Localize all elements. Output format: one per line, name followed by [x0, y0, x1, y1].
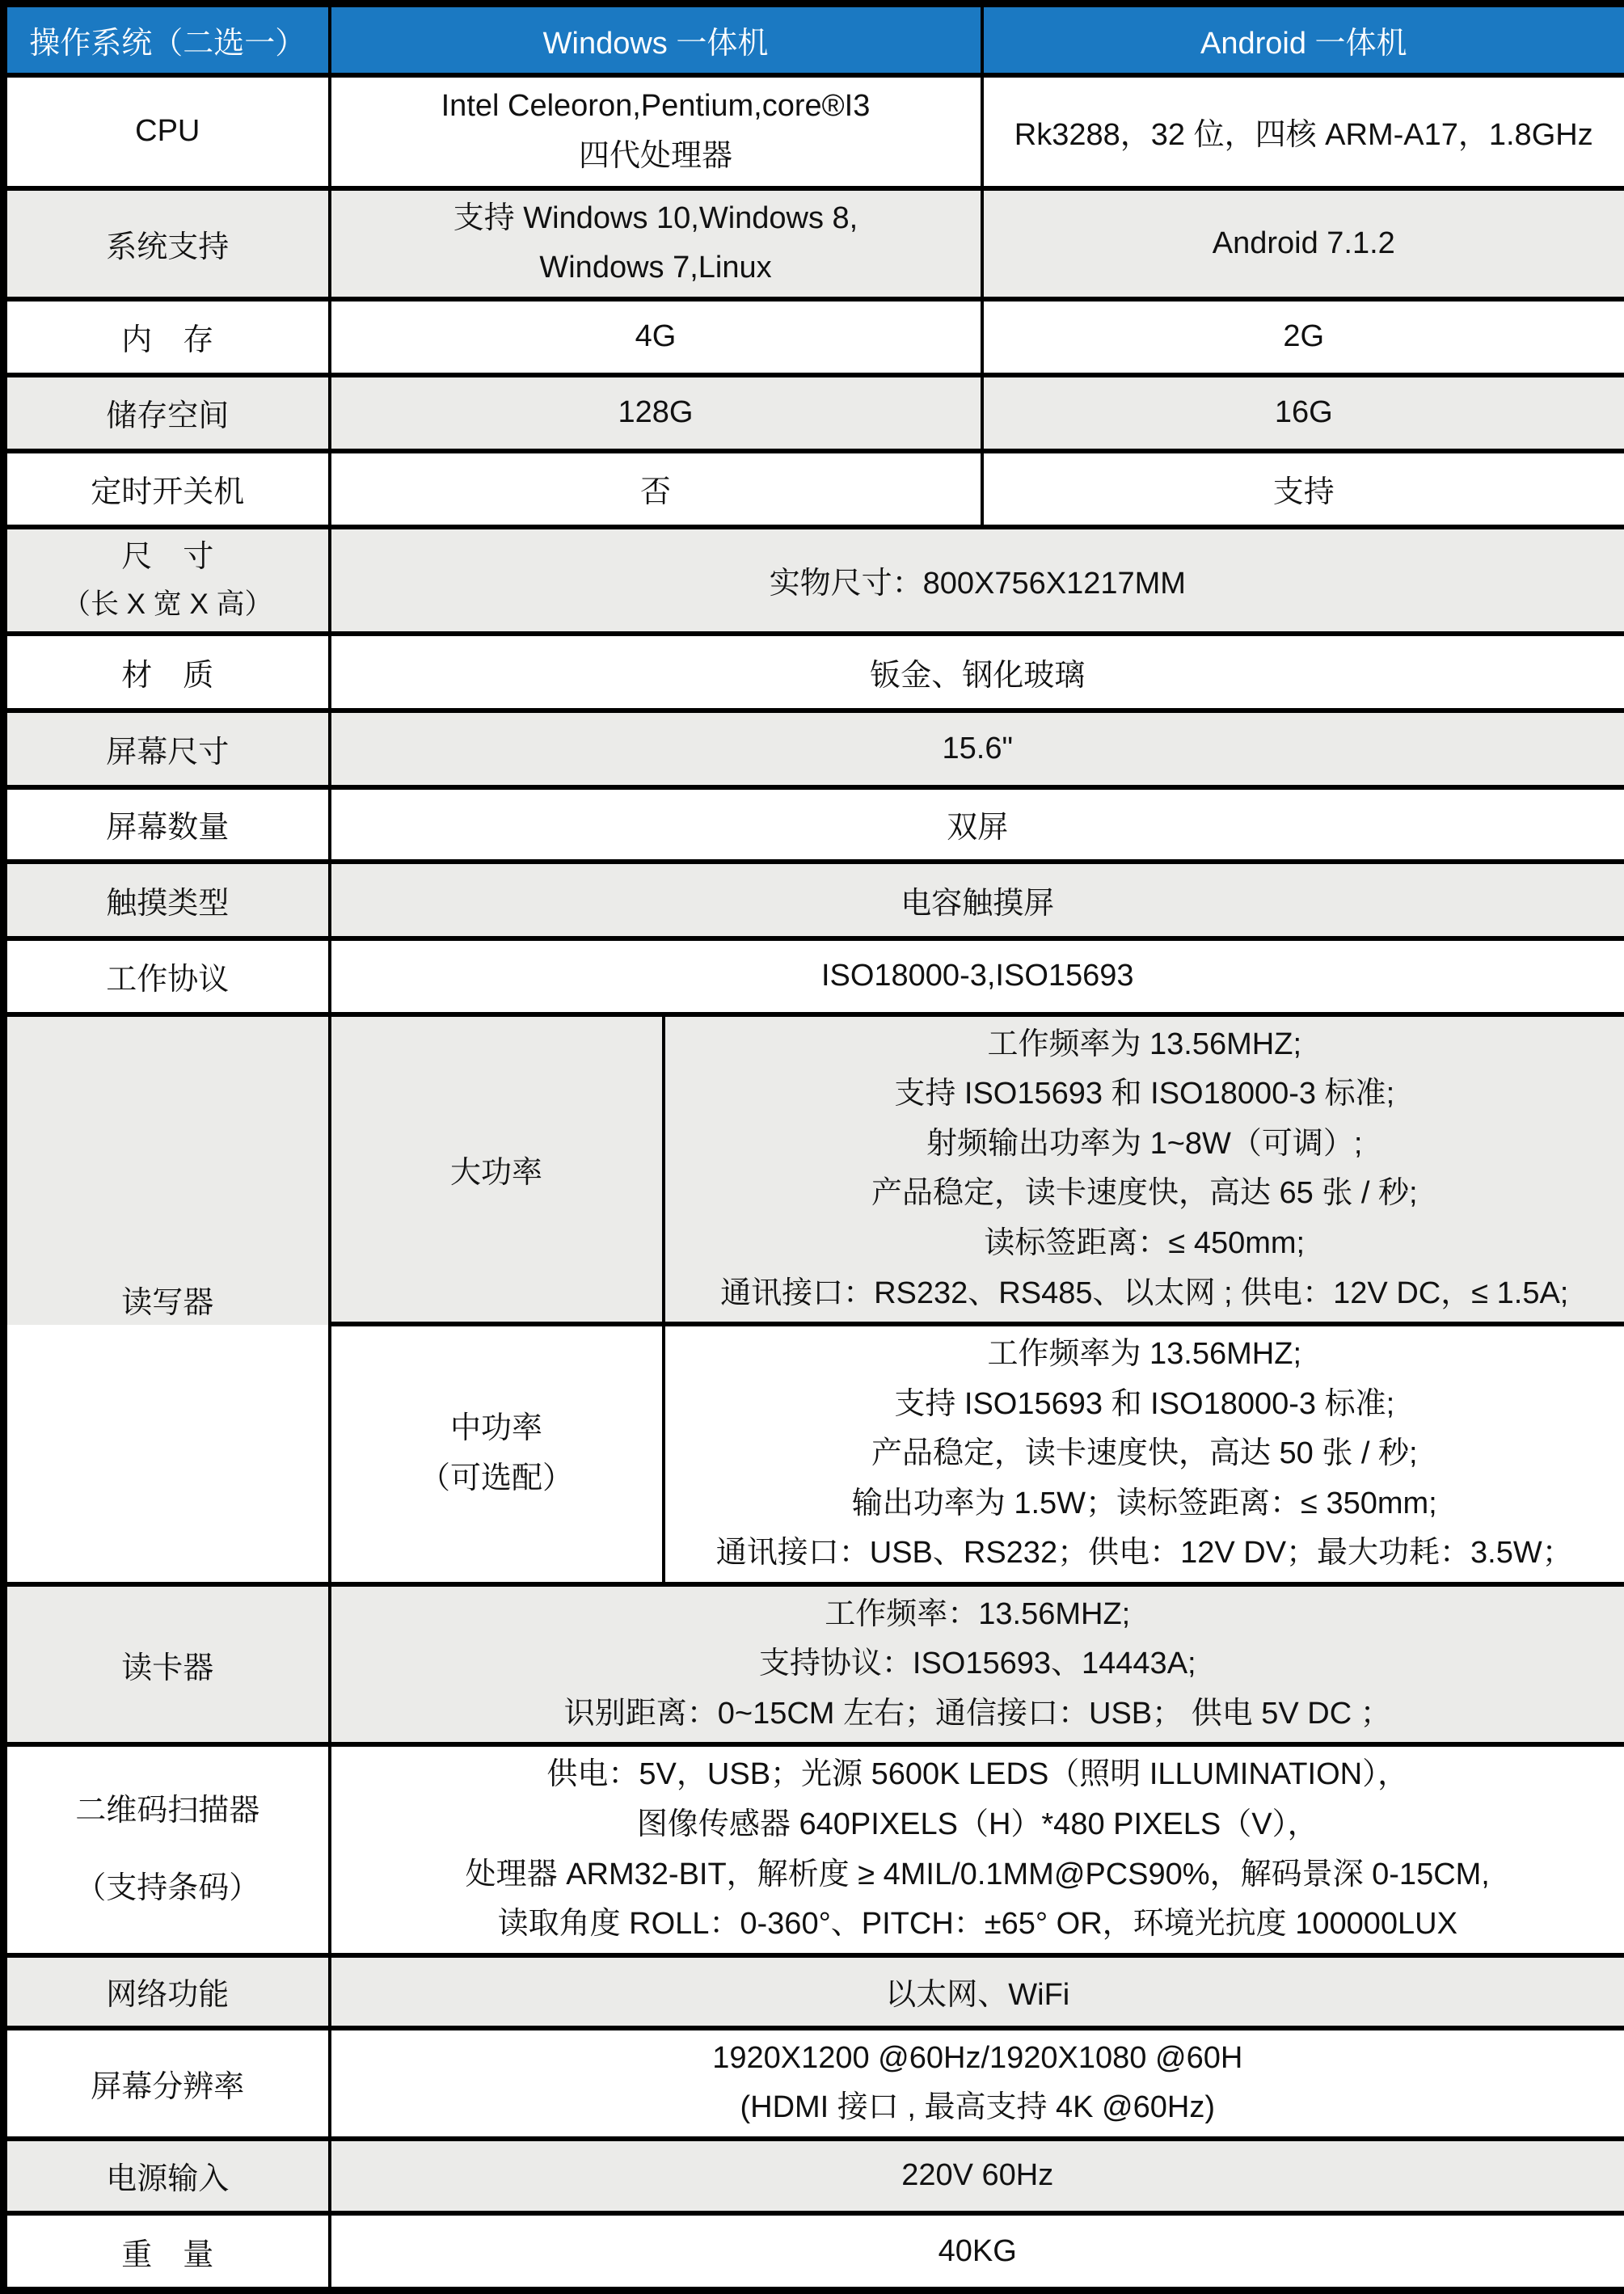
cell-reader-high-label: 大功率: [330, 1014, 664, 1324]
row-qr-scanner-label: 二维码扫描器 （支持条码）: [4, 1744, 330, 1955]
cell-storage-android: 16G: [982, 375, 1624, 451]
cell-dimensions-value: 实物尺寸：800X756X1217MM: [330, 527, 1624, 634]
cell-memory-android: 2G: [982, 299, 1624, 375]
cell-screen-size-value: 15.6": [330, 711, 1624, 787]
cell-reader-mid-specs: 工作频率为 13.56MHZ; 支持 ISO15693 和 ISO18000-3 标准; 产品稳定，读卡速度快，高达 50 张 / 秒; 输出功率为 1.5W；读标签距离：≤ 350mm; 通讯接口：USB、RS232；供电：12V DV；最大功耗：3.5W；: [664, 1324, 1624, 1584]
cell-cpu-android: Rk3288，32 位，四核 ARM-A17，1.8GHz: [982, 75, 1624, 188]
row-cpu: [4, 75, 1624, 188]
row-network-label: 网络功能: [4, 1955, 330, 2028]
row-memory: [4, 299, 1624, 375]
row-card-reader: [4, 1584, 1624, 1745]
row-resolution-label: 屏幕分辨率: [4, 2028, 330, 2139]
row-storage-label: 储存空间: [4, 375, 330, 451]
table-header-row: [4, 4, 1624, 75]
cell-screen-count-value: 双屏: [330, 787, 1624, 862]
row-dimensions: [4, 527, 1624, 634]
cell-power-input-value: 220V 60Hz: [330, 2139, 1624, 2213]
cell-scheduled-power-android: 支持: [982, 451, 1624, 527]
row-screen-count-label: 屏幕数量: [4, 787, 330, 862]
row-dimensions-label: 尺 寸 （长 X 宽 X 高）: [4, 527, 330, 634]
row-reader-label: 读写器: [4, 1014, 330, 1584]
row-screen-size: [4, 711, 1624, 787]
row-cpu-label: CPU: [4, 75, 330, 188]
row-screen-count: [4, 787, 1624, 862]
row-memory-label: 内 存: [4, 299, 330, 375]
cell-memory-windows: 4G: [330, 299, 982, 375]
cell-os-android: Android 7.1.2: [982, 188, 1624, 299]
row-weight: [4, 2213, 1624, 2291]
row-network: [4, 1955, 1624, 2028]
header-os-choice: 操作系统（二选一）: [4, 4, 330, 75]
row-protocol: [4, 938, 1624, 1014]
cell-resolution-value: 1920X1200 @60Hz/1920X1080 @60H (HDMI 接口 , 最高支持 4K @60Hz): [330, 2028, 1624, 2139]
row-touch-type: [4, 862, 1624, 938]
row-os-support: [4, 188, 1624, 299]
cell-scheduled-power-windows: 否: [330, 451, 982, 527]
cell-network-value: 以太网、WiFi: [330, 1955, 1624, 2028]
row-material: [4, 634, 1624, 711]
header-windows-aio: Windows 一体机: [330, 4, 982, 75]
row-qr-scanner: [4, 1744, 1624, 1955]
cell-card-reader-specs: 工作频率：13.56MHZ; 支持协议：ISO15693、14443A; 识别距离：0~15CM 左右；通信接口：USB； 供电 5V DC ；: [330, 1584, 1624, 1745]
row-screen-size-label: 屏幕尺寸: [4, 711, 330, 787]
cell-reader-mid-label: 中功率 （可选配）: [330, 1324, 664, 1584]
row-material-label: 材 质: [4, 634, 330, 711]
cell-cpu-windows: Intel Celeoron,Pentium,core®I3 四代处理器: [330, 75, 982, 188]
row-power-input: [4, 2139, 1624, 2213]
cell-qr-scanner-specs: 供电：5V，USB；光源 5600K LEDS（照明 ILLUMINATION）， 图像传感器 640PIXELS（H）*480 PIXELS（V）， 处理器 ARM32-BIT，解析度 ≥ 4MIL/0.1MM@PCS90%，解码景深 0-15CM, 读取角度 ROLL：0-360°、PITCH：±65° OR，环境光抗度 100000LUX: [330, 1744, 1624, 1955]
cell-protocol-value: ISO18000-3,ISO15693: [330, 938, 1624, 1014]
row-reader-high-power: [4, 1014, 1624, 1324]
cell-os-windows: 支持 Windows 10,Windows 8, Windows 7,Linux: [330, 188, 982, 299]
row-protocol-label: 工作协议: [4, 938, 330, 1014]
row-touch-type-label: 触摸类型: [4, 862, 330, 938]
row-storage: [4, 375, 1624, 451]
row-weight-label: 重 量: [4, 2213, 330, 2291]
cell-reader-high-specs: 工作频率为 13.56MHZ; 支持 ISO15693 和 ISO18000-3 标准; 射频输出功率为 1~8W（可调）; 产品稳定，读卡速度快，高达 65 张 / 秒; 读标签距离：≤ 450mm; 通讯接口：RS232、RS485、以太网 ; 供电：12V DC，≤ 1.5A;: [664, 1014, 1624, 1324]
row-os-support-label: 系统支持: [4, 188, 330, 299]
row-power-input-label: 电源输入: [4, 2139, 330, 2213]
row-resolution: [4, 2028, 1624, 2139]
header-android-aio: Android 一体机: [982, 4, 1624, 75]
row-scheduled-power-label: 定时开关机: [4, 451, 330, 527]
row-card-reader-label: 读卡器: [4, 1584, 330, 1745]
row-scheduled-power: [4, 451, 1624, 527]
cell-storage-windows: 128G: [330, 375, 982, 451]
cell-material-value: 钣金、钢化玻璃: [330, 634, 1624, 711]
cell-weight-value: 40KG: [330, 2213, 1624, 2291]
cell-touch-type-value: 电容触摸屏: [330, 862, 1624, 938]
